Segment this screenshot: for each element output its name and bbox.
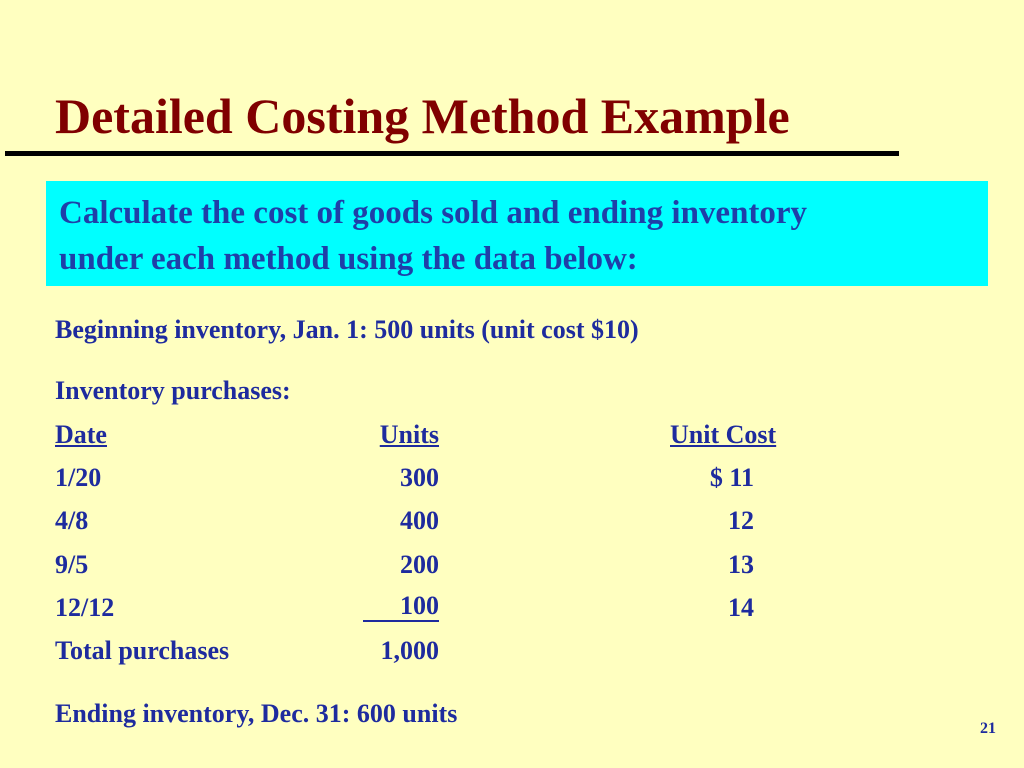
slide-title: Detailed Costing Method Example bbox=[55, 88, 790, 144]
row-units-wrap bbox=[363, 592, 439, 622]
instruction-callout-box bbox=[46, 181, 988, 286]
row-date: 4/8 bbox=[55, 506, 89, 535]
row-unit-cost: 14 bbox=[728, 593, 754, 622]
row-date: 9/5 bbox=[55, 550, 89, 579]
ending-inventory-text: Ending inventory, Dec. 31: 600 units bbox=[55, 699, 458, 728]
row-units: 400 bbox=[400, 506, 439, 535]
page-number: 21 bbox=[980, 720, 996, 737]
callout-line-1: Calculate the cost of goods sold and ending inventory bbox=[59, 195, 808, 231]
purchases-heading: Inventory purchases: bbox=[55, 376, 291, 405]
header-units: Units bbox=[379, 420, 439, 449]
row-date: 1/20 bbox=[55, 463, 102, 492]
callout-line-2: under each method using the data below: bbox=[59, 241, 638, 277]
header-date: Date bbox=[55, 420, 107, 449]
title-underline-rule bbox=[5, 151, 899, 156]
row-units: 300 bbox=[400, 463, 439, 492]
row-units: 200 bbox=[400, 550, 439, 579]
row-units: 100 bbox=[363, 592, 439, 622]
row-unit-cost: 13 bbox=[728, 550, 754, 579]
row-unit-cost: $ 11 bbox=[709, 463, 754, 492]
header-unit-cost: Unit Cost bbox=[670, 420, 777, 449]
beginning-inventory-text: Beginning inventory, Jan. 1: 500 units (unit cost $10) bbox=[55, 315, 639, 344]
total-units: 1,000 bbox=[380, 636, 439, 665]
row-unit-cost: 12 bbox=[728, 506, 754, 535]
total-label: Total purchases bbox=[55, 636, 230, 665]
row-date: 12/12 bbox=[55, 593, 115, 622]
